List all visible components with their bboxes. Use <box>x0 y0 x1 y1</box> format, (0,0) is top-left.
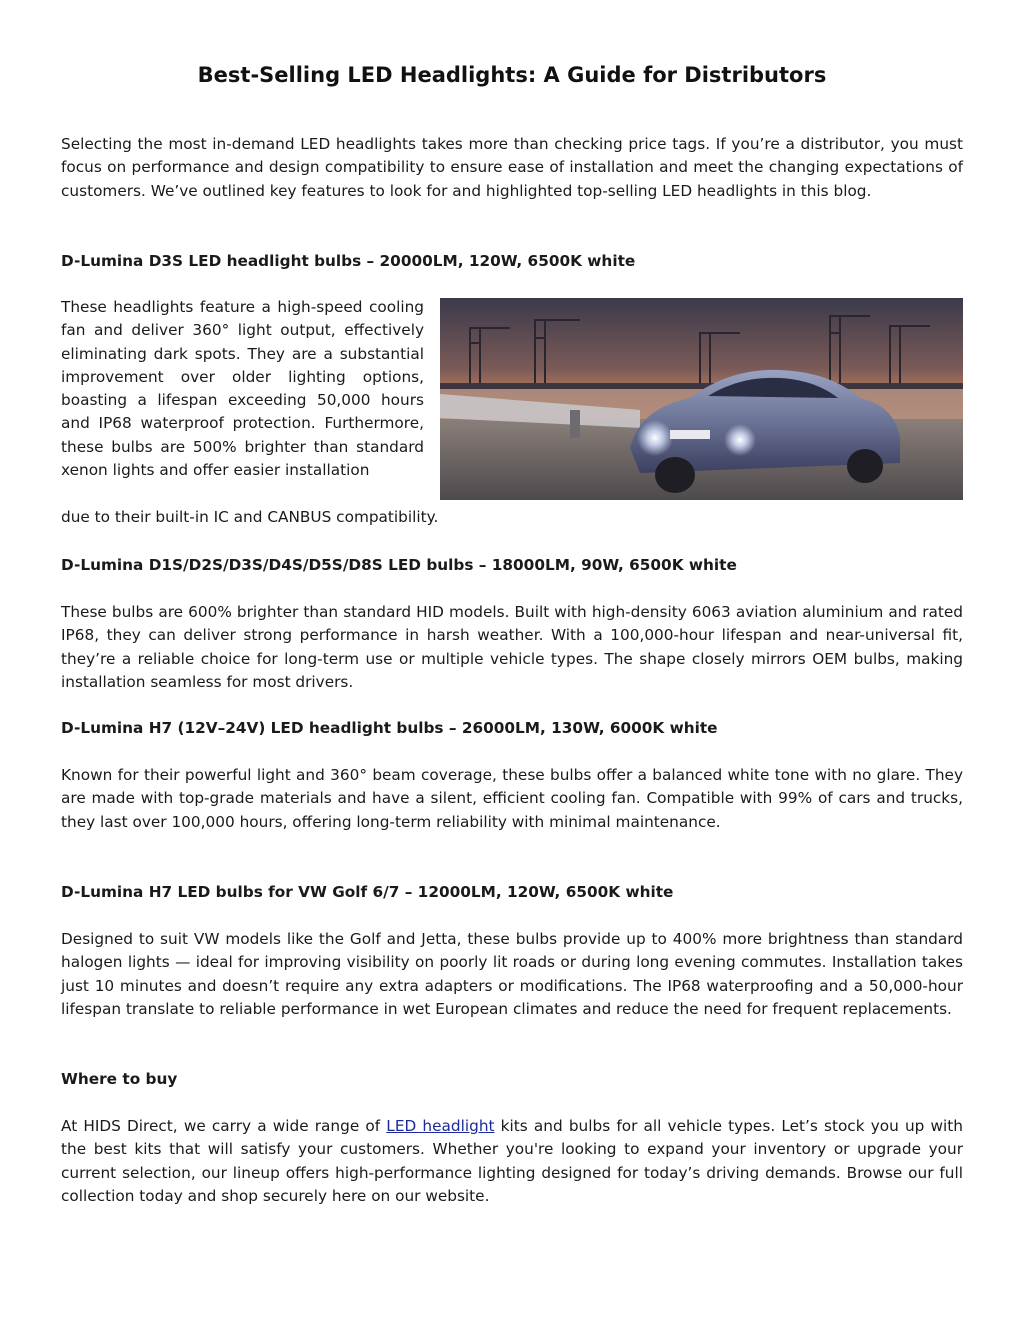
section-body-d3s: These headlights feature a high-speed cooling fan and deliver 360° light output, effectively eliminating dark spots. They are a substantial improvement over older lighting options, boasting a lifespan exceeding 50,000 hours and IP68 waterproof protection. Furthermore, these bulbs are 500% brighter than standard xenon lights and offer easier installation <box>61 298 424 480</box>
car-photo <box>440 298 963 500</box>
section-body-d3s-tail: due to their built-in IC and CANBUS compatibility. <box>61 508 439 526</box>
intro-paragraph: Selecting the most in-demand LED headlights takes more than checking price tags. If you’re a distributor, you must focus on performance and design compatibility to ensure ease of installation and meet the changing expectations of customers. We’ve outlined key features to look for and highlighted top-selling LED headlights in this blog. <box>61 135 963 200</box>
section-heading-h7: D-Lumina H7 (12V–24V) LED headlight bulbs – 26000LM, 130W, 6000K white <box>61 719 718 737</box>
section-heading-d-series: D-Lumina D1S/D2S/D3S/D4S/D5S/D8S LED bulbs – 18000LM, 90W, 6500K white <box>61 556 737 574</box>
page-title: Best-Selling LED Headlights: A Guide for Distributors <box>197 63 827 87</box>
section-body-where-to-buy: At HIDS Direct, we carry a wide range of LED headlight kits and bulbs for all vehicle types. Let’s stock you up with the best kits that will satisfy your customers. Whether you're looking to expand your inventory or upgrade your current selection, our lineup offers high-performance lighting designed for today’s driving demands. Browse our full collection today and shop securely here on our website. <box>61 1117 964 1205</box>
section-body-d-series: These bulbs are 600% brighter than standard HID models. Built with high-density 6063 aviation aluminium and rated IP68, they can deliver strong performance in harsh weather. With a 100,000-hour lifespan and near-universal fit, they’re a reliable choice for long-term use or multiple vehicle types. The shape closely mirrors OEM bulbs, making installation seamless for most drivers. <box>61 603 963 691</box>
section-heading-h7-vw: D-Lumina H7 LED bulbs for VW Golf 6/7 – 12000LM, 120W, 6500K white <box>61 883 674 901</box>
section-body-h7: Known for their powerful light and 360° beam coverage, these bulbs offer a balanced white tone with no glare. They are made with top-grade materials and have a silent, efficient cooling fan. Compatible with 99% of cars and trucks, they last over 100,000 hours, offering long-term reliability with minimal maintenance. <box>61 766 963 831</box>
section-heading-d3s: D-Lumina D3S LED headlight bulbs – 20000LM, 120W, 6500K white <box>61 252 636 270</box>
section-heading-where-to-buy: Where to buy <box>61 1070 178 1088</box>
section-body-h7-vw: Designed to suit VW models like the Golf and Jetta, these bulbs provide up to 400% more brightness than standard halogen lights — ideal for improving visibility on poorly lit roads or during long evening commutes. Installation takes just 10 minutes and doesn’t require any extra adapters or modifications. The IP68 waterproofing and a 50,000-hour lifespan translate to reliable performance in wet European climates and reduce the need for frequent replacements. <box>61 930 963 1018</box>
led-headlight-link[interactable]: LED headlight <box>386 1117 495 1135</box>
